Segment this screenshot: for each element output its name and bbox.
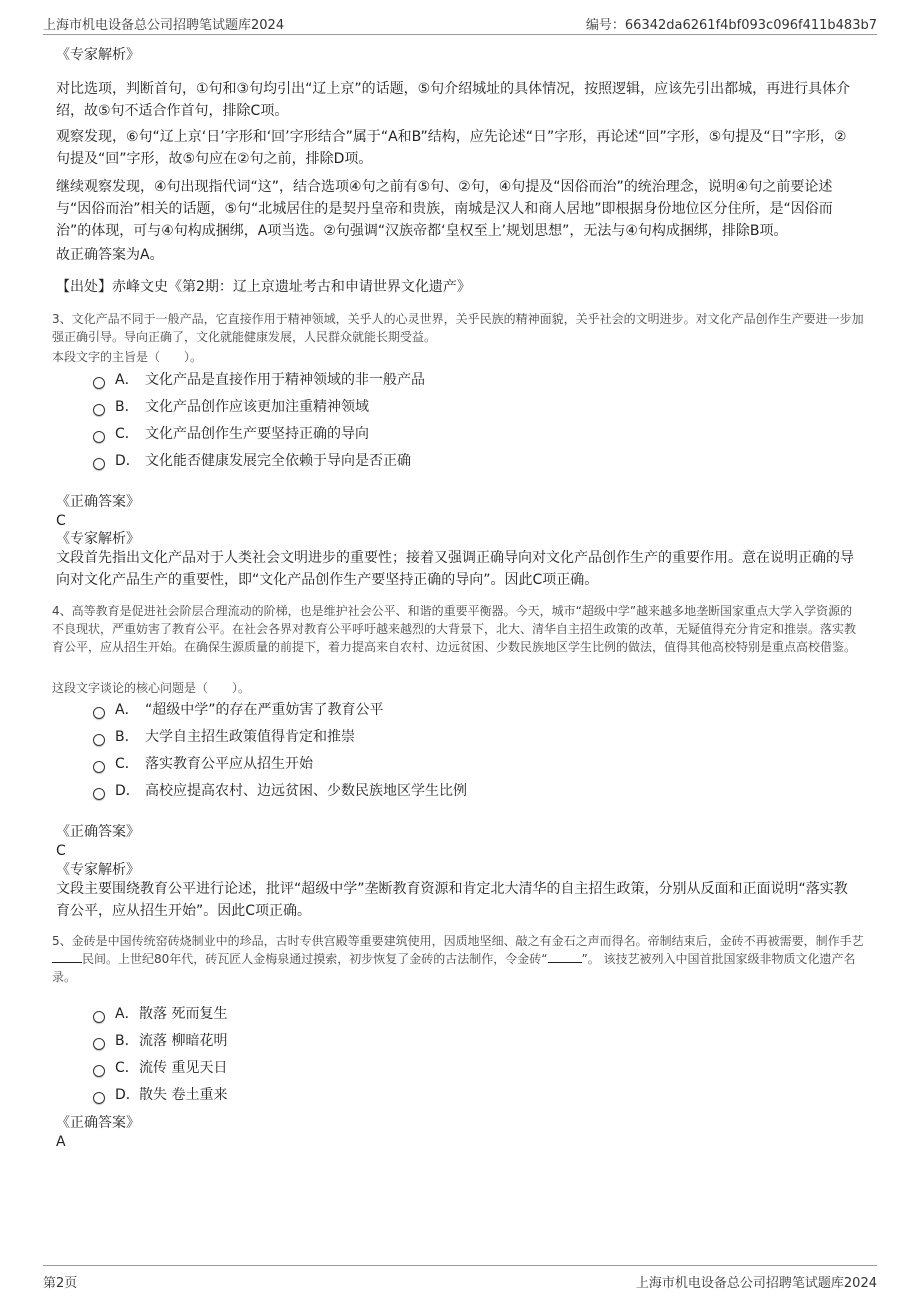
- fill-blank-2: [548, 950, 582, 963]
- option-letter: D．: [115, 1087, 140, 1103]
- option-letter: B．: [115, 1033, 139, 1049]
- radio-icon[interactable]: [93, 1038, 105, 1050]
- option-text: 文化产品创作生产要坚持正确的导向: [145, 426, 369, 442]
- q3-option-d[interactable]: [93, 450, 411, 472]
- q3-analysis: 文段首先指出文化产品对于人类社会文明进步的重要性；接着又强调正确导向对文化产品创作生产的重要作用。意在说明正确的导向对文化产品生产的重要性，即“文化产品创作生产要坚持正确的导向”。因此C项正确。: [56, 550, 854, 588]
- q2-analysis-para2: 观察发现，⑥句“辽上京‘日’字形和‘回’字形结合”属于“A和B”结构，应先论述“日”字形，再论述“回”字形，⑤句提及“日”字形，②句提及“回”字形，故⑤句应在②句之前，排除D项。: [56, 129, 847, 167]
- q5-option-d[interactable]: [93, 1084, 227, 1106]
- option-letter: A．: [115, 1006, 139, 1022]
- option-letter: B．: [115, 399, 139, 415]
- page-number: 第2页: [43, 1276, 78, 1291]
- radio-icon[interactable]: [93, 1092, 105, 1104]
- radio-icon[interactable]: [93, 377, 105, 389]
- option-letter: C．: [115, 756, 139, 772]
- option-text: 落实教育公平应从招生开始: [145, 756, 313, 772]
- option-text: 大学自主招生政策值得肯定和推崇: [145, 729, 355, 745]
- q2-source: 【出处】赤峰文史《第2期：辽上京遗址考古和申请世界文化遗产》: [56, 279, 471, 295]
- radio-icon[interactable]: [93, 734, 105, 746]
- q3-option-c[interactable]: [93, 423, 369, 445]
- q3-prompt: 本段文字的主旨是（ ）。: [52, 350, 203, 364]
- radio-icon[interactable]: [93, 431, 105, 443]
- q2-analysis-label: 《专家解析》: [56, 47, 140, 63]
- q4-option-a[interactable]: [93, 699, 384, 721]
- q3-stem: 3、文化产品不同于一般产品，它直接作用于精神领域，关乎人的心灵世界，关乎民族的精神面貌，关乎社会的文明进步。对文化产品创作生产要进一步加强正确引导。导向正确了，文化就能健康发展，人民群众就能长期受益。: [52, 312, 864, 344]
- option-letter: A．: [115, 702, 139, 718]
- header-code-value: 66342da6261f4bf093c096f411b483b7: [624, 18, 877, 33]
- q4-analysis-label: 《专家解析》: [56, 862, 140, 878]
- option-text: 高校应提高农村、边远贫困、少数民族地区学生比例: [145, 783, 467, 799]
- q3-analysis-label: 《专家解析》: [56, 531, 140, 547]
- q2-conclusion: 故正确答案为A。: [56, 247, 164, 263]
- option-letter: C．: [115, 426, 139, 442]
- option-text: 流传 重见天日: [139, 1060, 228, 1076]
- q2-analysis-para1: 对比选项，判断首句，①句和③句均引出“辽上京”的话题，⑤句介绍城址的具体情况，按照逻辑，应该先引出都城，再进行具体介绍，故⑤句不适合作首句，排除C项。: [56, 81, 851, 119]
- radio-icon[interactable]: [93, 404, 105, 416]
- radio-icon[interactable]: [93, 788, 105, 800]
- page-footer: [43, 1265, 877, 1292]
- q4-analysis: 文段主要围绕教育公平进行论述，批评“超级中学”垄断教育资源和肯定北大清华的自主招生政策，分别从反面和正面说明“落实教育公平，应从招生开始”。因此C项正确。: [56, 881, 848, 919]
- q3-option-b[interactable]: [93, 396, 369, 418]
- q3-answer: C: [56, 513, 66, 529]
- q3-option-a[interactable]: [93, 369, 425, 391]
- option-text: 流落 柳暗花明: [139, 1033, 228, 1049]
- option-text: “超级中学”的存在严重妨害了教育公平: [145, 702, 384, 718]
- option-letter: A．: [115, 372, 139, 388]
- radio-icon[interactable]: [93, 707, 105, 719]
- option-text: 散失 卷土重来: [139, 1087, 228, 1103]
- q5-stem-part2: 民间。上世纪80年代，砖瓦匠人金梅泉通过摸索，初步恢复了金砖的古法制作，令金砖“: [82, 952, 548, 966]
- q4-stem: 4、高等教育是促进社会阶层合理流动的阶梯，也是维护社会公平、和谐的重要平衡器。今天，城市“超级中学”越来越多地垄断国家重点大学入学资源的不良现状，严重妨害了教育公平。在社会各界对教育公平呼吁越来越烈的大背景下，北大、清华自主招生政策的改革，无疑值得充分肯定和推崇。落实教育公平，应从招生开始。在确保生源质量的前提下，着力提高来自农村、边远贫困、少数民族地区学生比例的做法，值得其他高校特别是重点高校借鉴。: [52, 604, 857, 654]
- radio-icon[interactable]: [93, 1011, 105, 1023]
- header-code-label: 编号：: [585, 18, 625, 33]
- radio-icon[interactable]: [93, 458, 105, 470]
- option-letter: D．: [115, 453, 140, 469]
- q5-option-a[interactable]: [93, 1003, 227, 1025]
- q4-answer: C: [56, 843, 66, 859]
- q5-answer-label: 《正确答案》: [56, 1115, 140, 1131]
- q4-prompt: 这段文字谈论的核心问题是（ ）。: [52, 681, 251, 695]
- header-title: 上海市机电设备总公司招聘笔试题库2024: [43, 18, 285, 33]
- footer-title: 上海市机电设备总公司招聘笔试题库2024: [635, 1276, 877, 1291]
- q5-answer: A: [56, 1134, 66, 1150]
- fill-blank-1: [52, 950, 82, 963]
- q4-option-d[interactable]: [93, 780, 467, 802]
- q4-option-b[interactable]: [93, 726, 355, 748]
- q4-answer-label: 《正确答案》: [56, 824, 140, 840]
- q4-option-c[interactable]: [93, 753, 313, 775]
- option-text: 散落 死而复生: [139, 1006, 228, 1022]
- q5-option-c[interactable]: [93, 1057, 227, 1079]
- option-text: 文化能否健康发展完全依赖于导向是否正确: [145, 453, 411, 469]
- q5-stem-part3: ”。 该技艺被列入中国首批国家级非物质文化遗产名录。: [52, 952, 856, 984]
- header-code: [586, 14, 877, 33]
- q5-stem: [52, 932, 864, 986]
- page-header: [43, 12, 877, 35]
- option-text: 文化产品创作应该更加注重精神领域: [145, 399, 369, 415]
- radio-icon[interactable]: [93, 761, 105, 773]
- option-letter: B．: [115, 729, 139, 745]
- q2-analysis-para3: 继续观察发现，④句出现指代词“这”，结合选项④句之前有⑤句、②句，④句提及“因俗而治”的统治理念，说明④句之前要论述与“因俗而治”相关的话题，⑤句“北城居住的是契丹皇帝和贵族，南城是汉人和商人居地”即根据身份地位区分住所，是“因俗而治”的体现，可与④句构成捆绑，A项当选。②句强调“汉族帝都‘皇权至上’规划思想”，无法与④句构成捆绑，排除B项。: [56, 179, 833, 239]
- radio-icon[interactable]: [93, 1065, 105, 1077]
- option-letter: D．: [115, 783, 140, 799]
- option-letter: C．: [115, 1060, 139, 1076]
- q3-answer-label: 《正确答案》: [56, 494, 140, 510]
- q5-stem-part1: 5、金砖是中国传统窑砖烧制业中的珍品，古时专供宫殿等重要建筑使用，因质地坚细、敲之有金石之声而得名。帝制结束后，金砖不再被需要，制作手艺: [52, 934, 864, 948]
- option-text: 文化产品是直接作用于精神领域的非一般产品: [145, 372, 425, 388]
- q5-option-b[interactable]: [93, 1030, 227, 1052]
